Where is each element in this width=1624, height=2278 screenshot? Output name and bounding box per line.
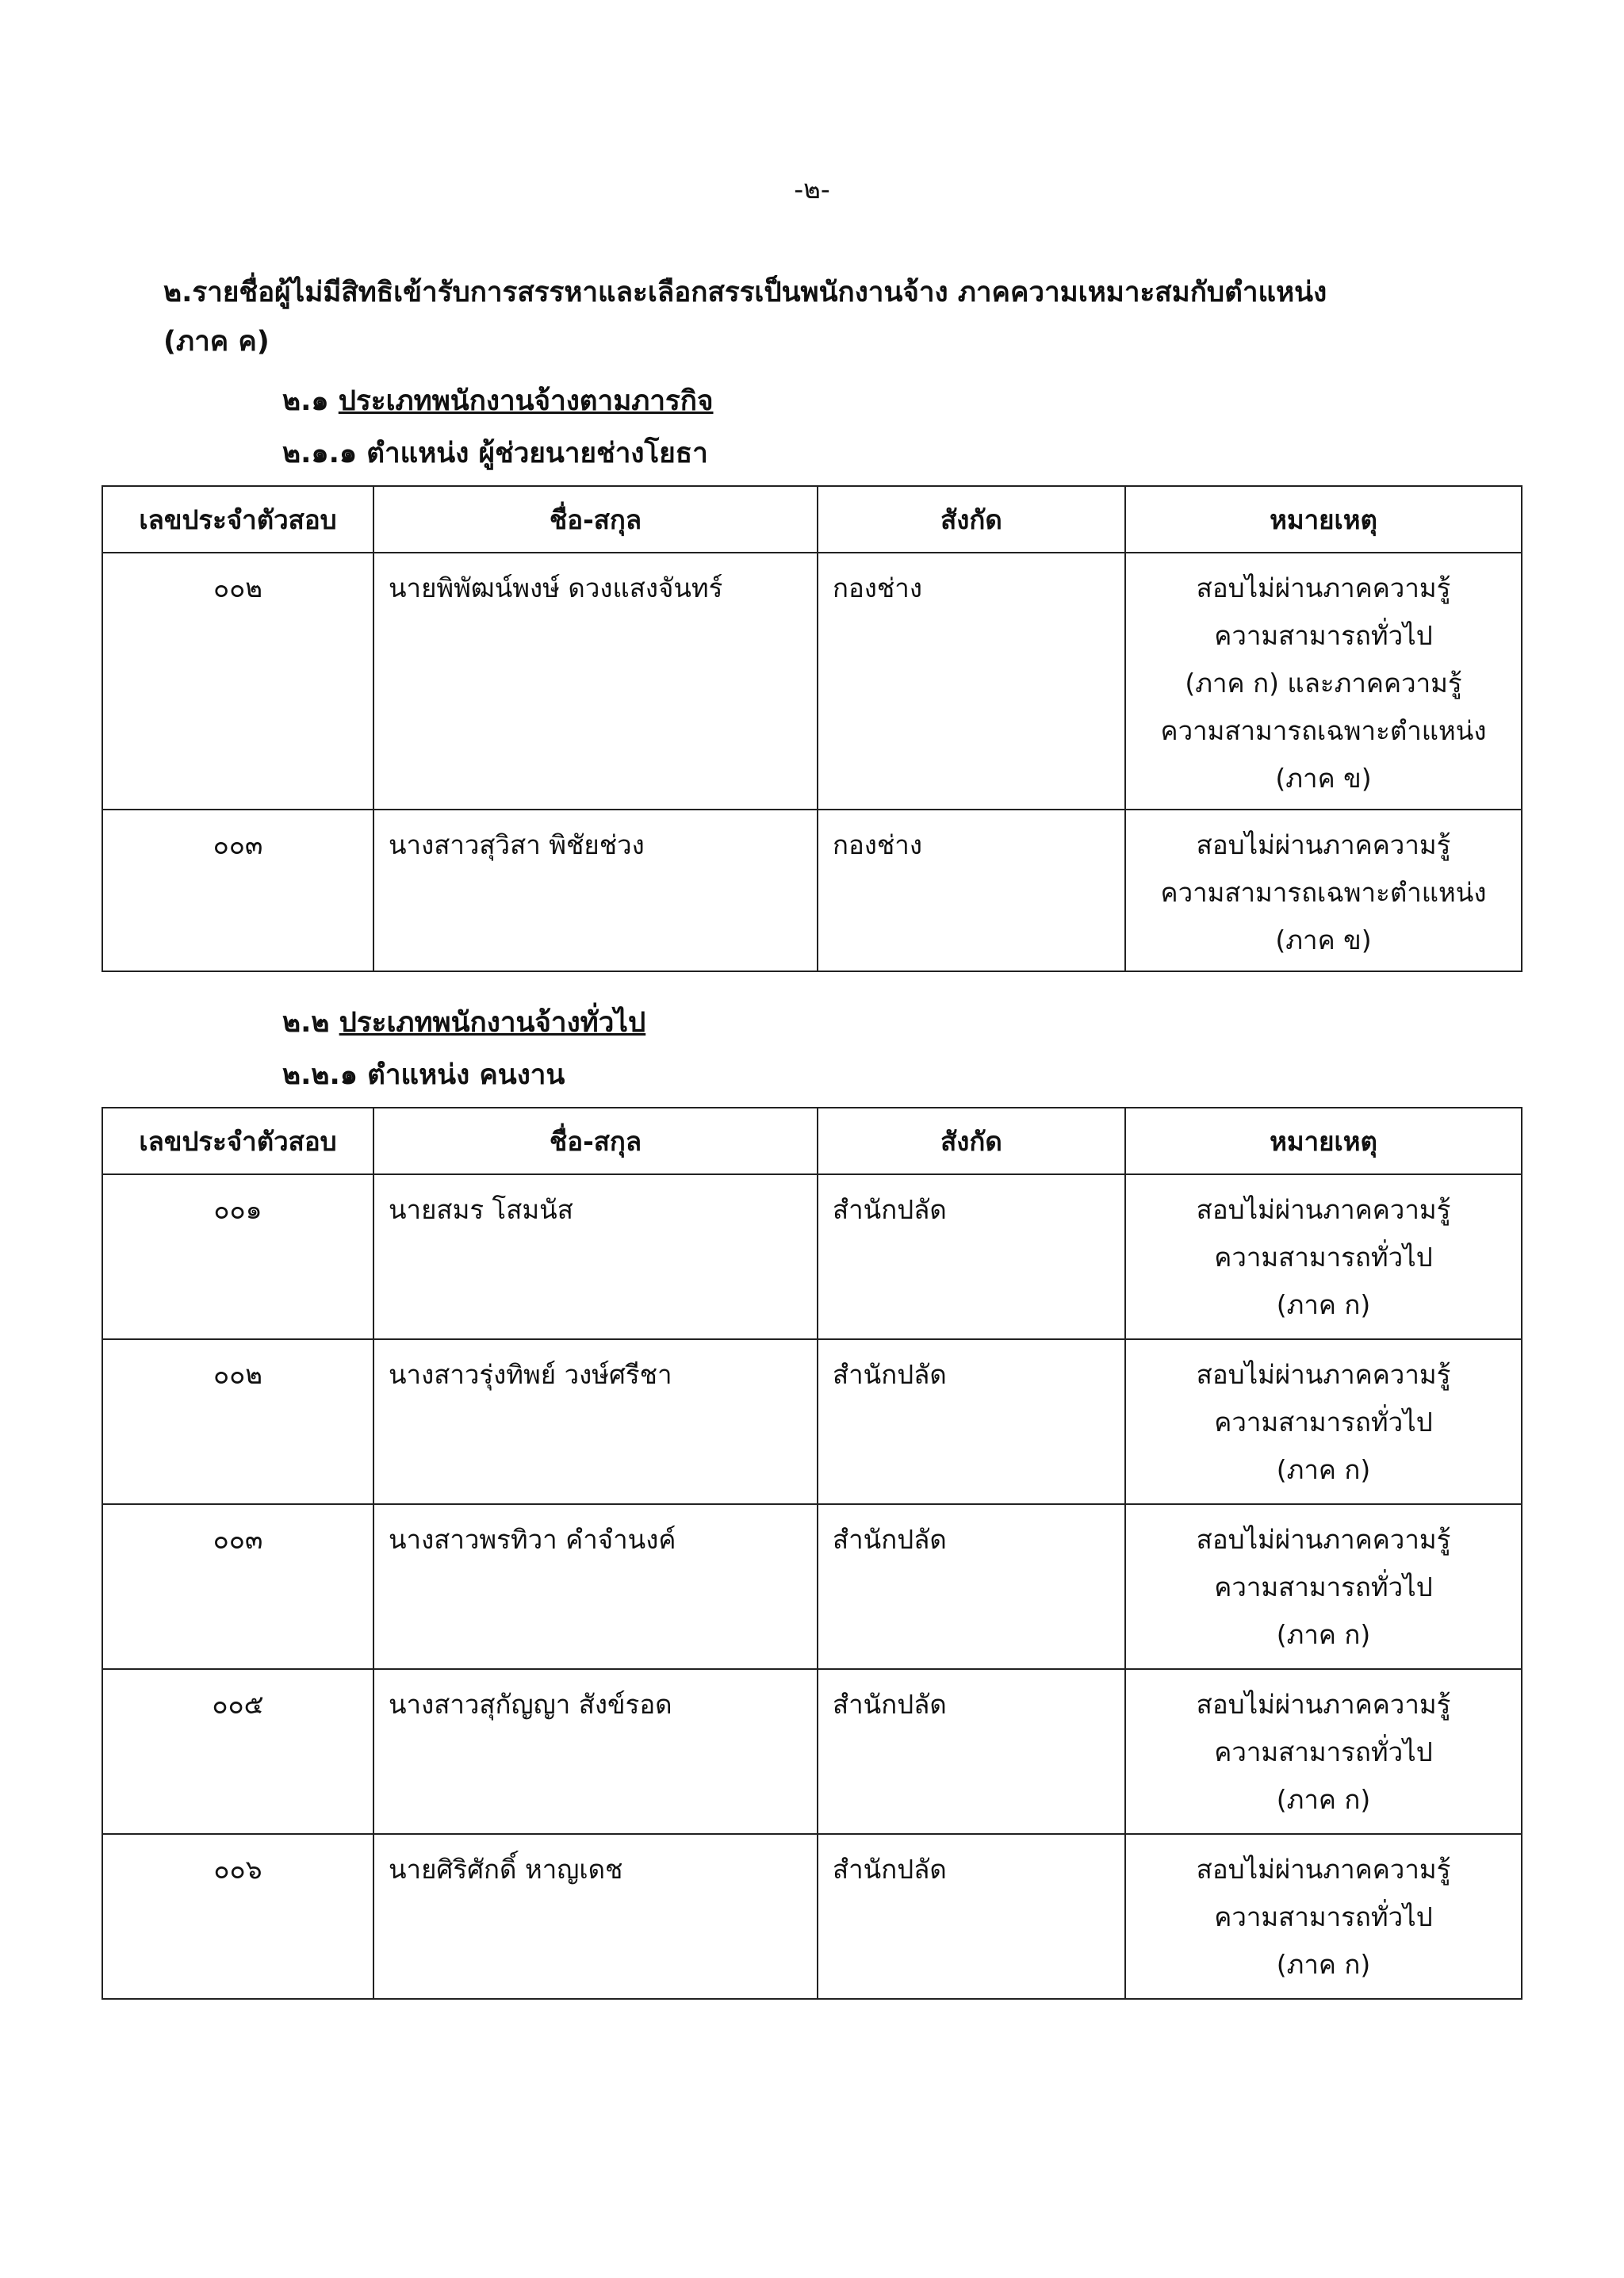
cell-full-name: นายสมร โสมนัส (373, 1174, 818, 1339)
heading-line-2: (ภาค ค) (163, 326, 270, 358)
remark-line: (ภาค ก) (1276, 1619, 1371, 1650)
table-row (102, 1339, 1522, 1504)
position-2-1-1-label: ๒.๑.๑ ตำแหน่ง ผู้ช่วยนายช่างโยธา (282, 438, 708, 469)
section-2-2-title (282, 1001, 645, 1044)
remark-line: สอบไม่ผ่านภาคความรู้ (1196, 1194, 1451, 1225)
cell-full-name: นายพิพัฒน์พงษ์ ดวงแสงจันทร์ (373, 553, 818, 810)
remark-line: สอบไม่ผ่านภาคความรู้ (1196, 829, 1451, 860)
cell-remark (1125, 810, 1522, 971)
section-title: ประเภทพนักงานจ้างตามภารกิจ (338, 385, 714, 417)
remark-line: (ภาค ข) (1275, 763, 1372, 794)
column-header-dept: สังกัด (818, 486, 1125, 553)
column-header-name: ชื่อ-สกุล (373, 1108, 818, 1174)
section-heading (163, 268, 1527, 366)
table-row (102, 810, 1522, 971)
table-row (102, 1669, 1522, 1834)
cell-exam-id: ๐๐๓ (102, 810, 373, 971)
cell-department: กองช่าง (818, 810, 1125, 971)
table-row (102, 1834, 1522, 1999)
cell-full-name: นางสาวรุ่งทิพย์ วงษ์ศรีชา (373, 1339, 818, 1504)
remark-line: ความสามารถทั่วไป (1214, 1901, 1433, 1932)
remark-line: สอบไม่ผ่านภาคความรู้ (1196, 572, 1451, 603)
remark-line: (ภาค ก) (1276, 1784, 1371, 1815)
column-header-id: เลขประจำตัวสอบ (102, 1108, 373, 1174)
cell-department: สำนักปลัด (818, 1834, 1125, 1999)
table-section-2-2 (102, 1107, 1522, 2000)
page-number: -๒- (794, 174, 830, 205)
remark-line: สอบไม่ผ่านภาคความรู้ (1196, 1854, 1451, 1885)
cell-remark (1125, 1669, 1522, 1834)
column-header-note: หมายเหตุ (1125, 486, 1522, 553)
cell-full-name: นางสาวพรทิวา คำจำนงค์ (373, 1504, 818, 1669)
cell-full-name: นางสาวสุกัญญา สังข์รอด (373, 1669, 818, 1834)
remark-line: ความสามารถทั่วไป (1214, 1242, 1433, 1273)
remark-line: ความสามารถทั่วไป (1214, 1736, 1433, 1767)
cell-remark (1125, 1834, 1522, 1999)
cell-remark (1125, 1339, 1522, 1504)
remark-line: ความสามารถเฉพาะตำแหน่ง (1160, 715, 1487, 746)
table-row (102, 553, 1522, 810)
column-header-note: หมายเหตุ (1125, 1108, 1522, 1174)
remark-line: สอบไม่ผ่านภาคความรู้ (1196, 1359, 1451, 1390)
cell-department: สำนักปลัด (818, 1174, 1125, 1339)
remark-line: (ภาค ก) และภาคความรู้ (1185, 668, 1462, 699)
cell-full-name: นายศิริศักดิ์ หาญเดช (373, 1834, 818, 1999)
table-body (102, 1174, 1522, 1999)
table-section-2-1 (102, 485, 1522, 972)
cell-exam-id: ๐๐๓ (102, 1504, 373, 1669)
remark-line: ความสามารถทั่วไป (1214, 620, 1433, 651)
cell-exam-id: ๐๐๒ (102, 1339, 373, 1504)
cell-remark (1125, 1504, 1522, 1669)
remark-line: (ภาค ข) (1275, 925, 1372, 955)
remark-line: ความสามารถเฉพาะตำแหน่ง (1160, 877, 1487, 908)
remark-line: (ภาค ก) (1276, 1289, 1371, 1320)
remark-line: สอบไม่ผ่านภาคความรู้ (1196, 1689, 1451, 1720)
remark-line: สอบไม่ผ่านภาคความรู้ (1196, 1524, 1451, 1555)
table-header-row (102, 1108, 1522, 1174)
remark-line: ความสามารถทั่วไป (1214, 1572, 1433, 1602)
section-title: ประเภทพนักงานจ้างทั่วไป (339, 1007, 646, 1039)
cell-exam-id: ๐๐๑ (102, 1174, 373, 1339)
table-row (102, 1504, 1522, 1669)
cell-department: สำนักปลัด (818, 1339, 1125, 1504)
column-header-dept: สังกัด (818, 1108, 1125, 1174)
section-number: ๒.๒ (282, 1007, 330, 1039)
cell-exam-id: ๐๐๖ (102, 1834, 373, 1999)
table-row (102, 1174, 1522, 1339)
cell-exam-id: ๐๐๕ (102, 1669, 373, 1834)
cell-remark (1125, 1174, 1522, 1339)
cell-department: สำนักปลัด (818, 1504, 1125, 1669)
section-number: ๒.๑ (282, 385, 329, 417)
section-2-1-title (282, 379, 714, 423)
cell-department: สำนักปลัด (818, 1669, 1125, 1834)
remark-line: ความสามารถทั่วไป (1214, 1407, 1433, 1438)
remark-line: (ภาค ก) (1276, 1454, 1371, 1485)
cell-remark (1125, 553, 1522, 810)
heading-line-1: ๒.รายชื่อผู้ไม่มีสิทธิเข้ารับการสรรหาและเลือกสรรเป็นพนักงานจ้าง ภาคความเหมาะสมกับตำแหน่ง (163, 277, 1327, 308)
cell-full-name: นางสาวสุวิสา พิชัยช่วง (373, 810, 818, 971)
table-body (102, 553, 1522, 971)
column-header-id: เลขประจำตัวสอบ (102, 486, 373, 553)
position-2-2-1-label: ๒.๒.๑ ตำแหน่ง คนงาน (282, 1059, 565, 1091)
remark-line: (ภาค ก) (1276, 1949, 1371, 1980)
table-header-row (102, 486, 1522, 553)
cell-department: กองช่าง (818, 553, 1125, 810)
cell-exam-id: ๐๐๒ (102, 553, 373, 810)
column-header-name: ชื่อ-สกุล (373, 486, 818, 553)
